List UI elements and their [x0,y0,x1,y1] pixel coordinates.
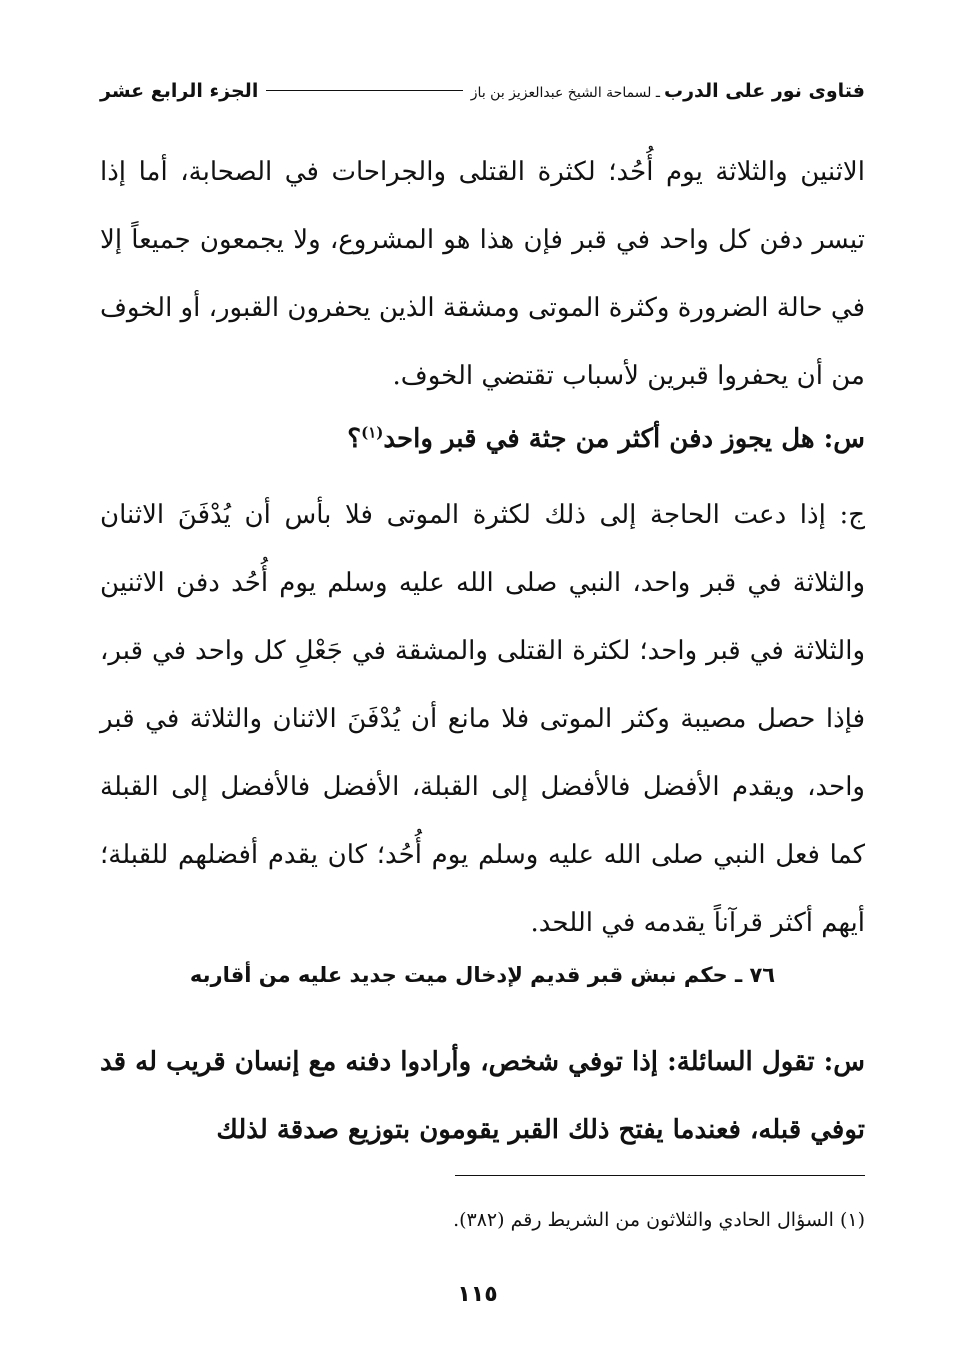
page-number: ١١٥ [457,1282,498,1307]
footnote-reference[interactable]: (١) [361,423,384,442]
question-mark: ؟ [347,424,362,454]
intro-paragraph: الاثنين والثلاثة يوم أُحُد؛ لكثرة القتلى والجراحات في الصحابة، أما إذا تيسر دفن كل واحد في قبر فإن هذا هو المشروع، ولا يجمعون جميعاً إلا في حالة الضرورة وكثرة الموتى ومشقة الذين يحفرون القبور، أو الخوف من أن يحفروا قبرين لأسباب تقتضي الخوف. [99,157,865,391]
footnote: (١) السؤال الحادي والثلاثون من الشريط رقم (٣٨٢). [453,1209,865,1231]
book-title: فتاوى نور على الدرب [664,80,865,102]
footnote-separator [455,1175,865,1176]
question-1-text: س: هل يجوز دفن أكثر من جثة في قبر واحد [383,424,865,454]
question-2 [100,1028,865,1164]
intro-text [100,138,865,410]
section-heading-block [100,950,865,1000]
volume-label: الجزء الرابع عشر [100,80,259,102]
question-2-paragraph: س: تقول السائلة: إذا توفي شخص، وأرادوا دفنه مع إنسان قريب له قد توفي قبله، فعندما يفتح ذلك القبر يقومون بتوزيع صدقة لذلك [100,1047,865,1145]
section-heading: ٧٦ ـ حكم نبش قبر قديم لإدخال ميت جديد عليه من أقاربه [189,963,776,987]
header-rule [266,90,462,91]
running-header [100,80,865,114]
author-name: ـ لسماحة الشيخ عبدالعزيز بن باز [470,85,660,101]
question-1 [100,405,865,473]
answer-1 [100,481,865,957]
answer-1-paragraph: ج: إذا دعت الحاجة إلى ذلك لكثرة الموتى فلا بأس أن يُدْفَنَ الاثنان والثلاثة في قبر واحد، النبي صلى الله عليه وسلم يوم أُحُد دفن الاثنين والثلاثة في قبر واحد؛ لكثرة القتلى والمشقة في جَعْلِ كل واحد في قبر، فإذا حصل مصيبة وكثر الموتى فلا مانع أن يُدْفَنَ الاثنان والثلاثة في قبر واحد، ويقدم الأفضل فالأفضل إلى القبلة، الأفضل فالأفضل إلى القبلة كما فعل النبي صلى الله عليه وسلم يوم أُحُد؛ كان يقدم أفضلهم للقبلة؛ أيهم أكثر قرآناً يقدمه في اللحد. [100,500,865,938]
question-1-paragraph [100,405,865,473]
header-title-group [471,80,865,102]
